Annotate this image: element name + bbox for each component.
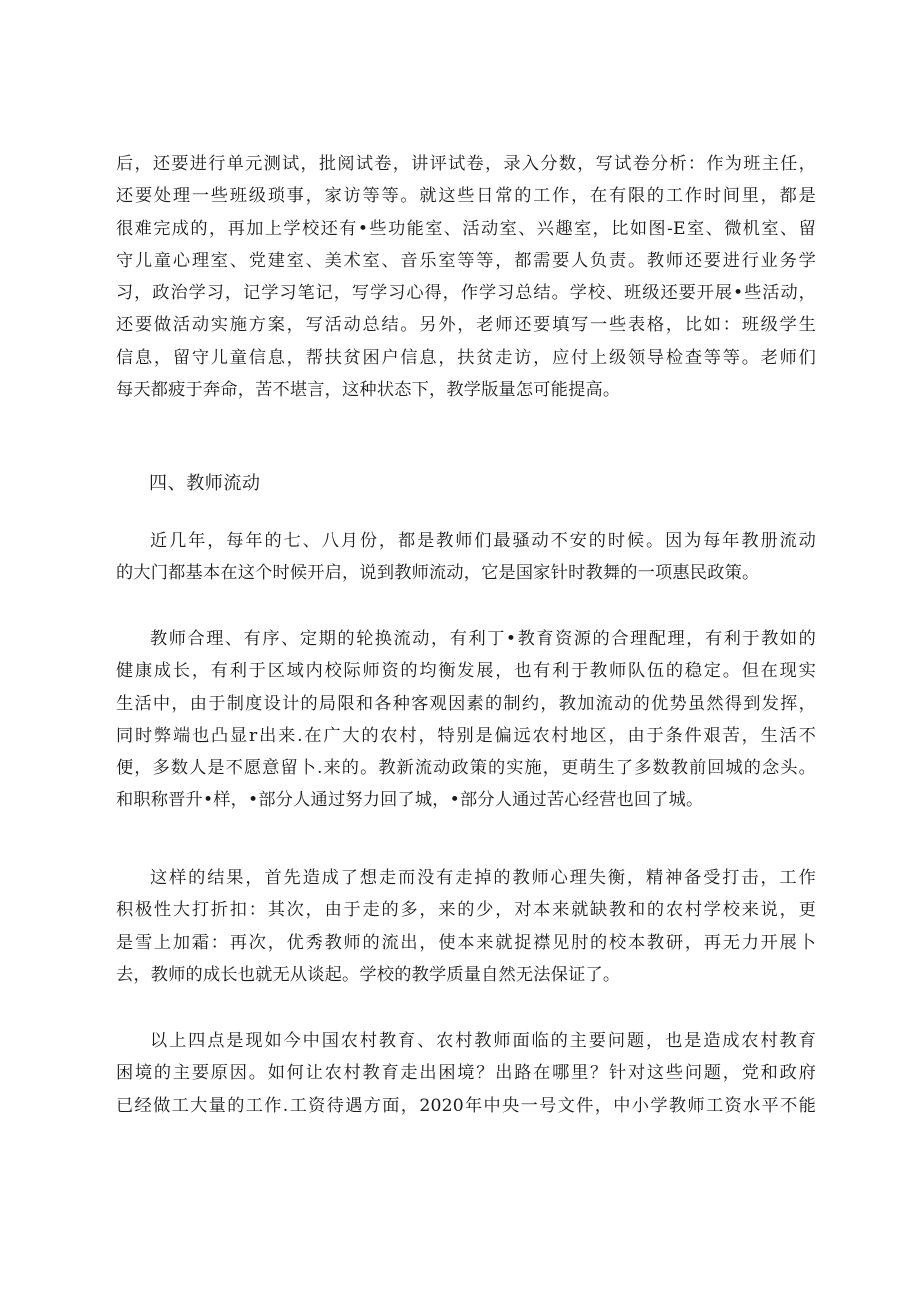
text-line: 健康成长，有利于区域内校际师资的均衡发展，也有利于教师队伍的稳定。但在现实 — [116, 661, 816, 682]
text-line: 近几年，每年的七、八月份，都是教师们最骚动不安的时候。因为每年教册流动 — [150, 531, 816, 551]
text-line: 和职称晋升•样，•部分人通过努力回了城，•部分人通过苦心经营也回了城。 — [116, 790, 704, 811]
section-heading: 四、教师流动 — [149, 473, 261, 494]
paragraph-teacher-flow-intro — [116, 525, 816, 590]
text-line: 守儿童心理室、党建室、美术室、音乐室等等，都需要人负责。教师还要进行业务学 — [116, 250, 816, 271]
text-line: 还要处理一些班级琐事，家访等等。就这些日常的工作，在有限的工作时间里，都是 — [116, 186, 816, 207]
paragraph-workload — [116, 148, 816, 406]
text-line: 信息，留守儿童信息，帮扶贫困户信息，扶贫走访，应付上级领导检查等等。老师们 — [116, 347, 816, 368]
text-line: 后，还要进行单元测试，批阅试卷，讲评试卷，录入分数，写试卷分析：作为班主任， — [116, 154, 816, 174]
text-line: 这样的结果，首先造成了想走而没有走掉的教师心理失衡，精神备受打击，工作 — [150, 868, 816, 888]
text-line: 生活中，由于制度设计的局限和各种客观因素的制约，教加流动的优势虽然得到发挥， — [116, 693, 816, 714]
text-line: 便，多数人是不愿意留卜.来的。教新流动政策的实施，更萌生了多数教前回城的念头。 — [116, 758, 816, 779]
text-line: 每天都疲于奔命，苦不堪言，这种状态下，教学版量怎可能提高。 — [116, 380, 621, 401]
text-line: 已经做工大量的工作.工资待遇方面，2020年中央一号文件，中小学教师工资水平不能 — [116, 1095, 816, 1116]
text-line: 还要做活动实施方案，写活动总结。另外，老师还要填写一些表格，比如：班级学生 — [116, 315, 816, 336]
text-line: 同时弊端也凸显r出来.在广大的农村，特别是偏远农村地区，由于条件艰苦，生活不 — [116, 725, 816, 746]
text-line: 很难完成的，再加上学校还有•些功能室、活动室、兴趣室，比如图-E室、微机室、留 — [116, 218, 816, 239]
text-line: 去，教师的成长也就无从谈起。学校的教学质量自然无法保证了。 — [116, 964, 621, 985]
text-line: 的大门都基本在这个时候开启，说到教师流动，它是国家针时教舞的一项惠民政策。 — [116, 563, 760, 584]
paragraph-teacher-flow-effects — [116, 623, 816, 817]
text-line: 积极性大打折扣：其次，由于走的多，来的少，对本来就缺教和的农村学校来说，更 — [116, 900, 816, 921]
text-line: 是雪上加霜：再次，优秀教师的流出，使本来就捉襟见肘的校本教研，再无力开展卜 — [116, 932, 816, 953]
paragraph-consequences — [116, 862, 816, 991]
paragraph-summary — [116, 1025, 816, 1122]
text-line: 以上四点是现如今中国农村教育、农村教师面临的主要问题，也是造成农村教育 — [150, 1031, 816, 1051]
text-line: 习，政治学习，记学习笔记，写学习心得，作学习总结。学校、班级还要开展•些活动， — [116, 283, 816, 304]
text-line: 教师合理、有序、定期的轮换流动，有利丁•教育资源的合理配理，有利于教如的 — [150, 629, 816, 649]
text-line: 困境的主要原因。如何让农村教育走出困境？出路在哪里？针对这些问题，党和政府 — [116, 1063, 816, 1084]
